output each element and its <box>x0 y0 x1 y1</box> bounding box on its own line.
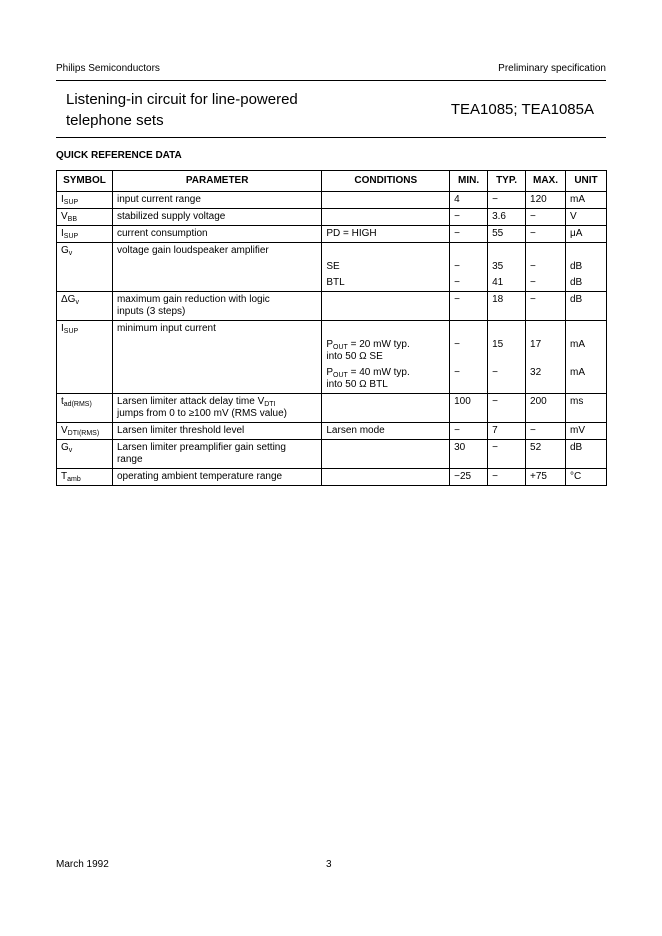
cell-typ: − <box>488 469 526 486</box>
cell-min: −25 <box>450 469 488 486</box>
cell-max: 17 32 <box>526 321 566 394</box>
cell-unit: V <box>565 209 606 226</box>
header-company: Philips Semiconductors <box>56 63 160 74</box>
cell-symbol: $G_v$ <box>57 440 113 469</box>
cell-min: − − <box>450 321 488 394</box>
cell-min: − <box>450 292 488 321</box>
col-header-conditions: CONDITIONS <box>322 171 450 192</box>
document-title <box>66 89 298 131</box>
cell-max: 200 <box>526 394 566 423</box>
col-header-parameter: PARAMETER <box>112 171 321 192</box>
cell-typ: 7 <box>488 423 526 440</box>
quick-reference-table <box>56 170 607 486</box>
table-header-row <box>57 171 607 192</box>
cell-typ: − <box>488 394 526 423</box>
cell-max: − <box>526 423 566 440</box>
cell-unit: mA mA <box>565 321 606 394</box>
cell-unit: ms <box>565 394 606 423</box>
table-row <box>57 469 607 486</box>
title-line-1: Listening-in circuit for line-powered <box>66 91 298 108</box>
cell-symbol: $G_v$ <box>57 243 113 292</box>
cell-conditions: PD = HIGH <box>322 226 450 243</box>
cell-unit: dB dB <box>565 243 606 292</box>
cell-parameter: operating ambient temperature range <box>112 469 321 486</box>
cell-symbol: $V_{DTI(RMS)}$ <box>57 423 113 440</box>
table-row <box>57 321 607 394</box>
table-row <box>57 440 607 469</box>
cell-parameter: Larsen limiter preamplifier gain setting range <box>112 440 321 469</box>
part-number: TEA1085; TEA1085A <box>450 101 594 118</box>
table-row <box>57 423 607 440</box>
col-header-unit: UNIT <box>565 171 606 192</box>
cell-unit: μA <box>565 226 606 243</box>
cell-parameter: current consumption <box>112 226 321 243</box>
cell-unit: dB <box>565 440 606 469</box>
cell-typ: − <box>488 192 526 209</box>
header-rule <box>56 80 606 81</box>
cell-conditions: $P_{OUT} = 20$ mW typ. into 50 Ω SE $P_{OUT} = 40$ mW typ. into 50 Ω BTL <box>322 321 450 394</box>
title-rule <box>56 137 606 138</box>
cell-unit: °C <box>565 469 606 486</box>
cell-symbol: $I_{SUP}$ <box>57 226 113 243</box>
cell-max: − <box>526 226 566 243</box>
cell-conditions: Larsen mode <box>322 423 450 440</box>
cell-typ: 35 41 <box>488 243 526 292</box>
cell-symbol: $T_{amb}$ <box>57 469 113 486</box>
cell-unit: dB <box>565 292 606 321</box>
cell-unit: mV <box>565 423 606 440</box>
cell-max: − <box>526 292 566 321</box>
cell-conditions <box>322 292 450 321</box>
cell-max: 52 <box>526 440 566 469</box>
cell-typ: 55 <box>488 226 526 243</box>
table-row <box>57 226 607 243</box>
section-title: QUICK REFERENCE DATA <box>56 150 182 161</box>
col-header-max: MAX. <box>526 171 566 192</box>
cell-symbol: $I_{SUP}$ <box>57 192 113 209</box>
cell-typ: 18 <box>488 292 526 321</box>
cell-parameter: Larsen limiter threshold level <box>112 423 321 440</box>
cell-typ: 15 − <box>488 321 526 394</box>
cell-min: 4 <box>450 192 488 209</box>
col-header-min: MIN. <box>450 171 488 192</box>
table-row <box>57 243 607 292</box>
cell-conditions <box>322 469 450 486</box>
cell-min: − <box>450 423 488 440</box>
cell-min: 30 <box>450 440 488 469</box>
table-row <box>57 394 607 423</box>
cell-parameter: maximum gain reduction with logic inputs (3 steps) <box>112 292 321 321</box>
cell-symbol: $I_{SUP}$ <box>57 321 113 394</box>
cell-parameter: Larsen limiter attack delay time $V_{DTI}$ jumps from 0 to ≥100 mV (RMS value) <box>112 394 321 423</box>
table-row <box>57 209 607 226</box>
cell-conditions <box>322 209 450 226</box>
cell-symbol: $\Delta G_v$ <box>57 292 113 321</box>
cell-conditions: SE BTL <box>322 243 450 292</box>
cell-min: − − <box>450 243 488 292</box>
cell-symbol: $V_{BB}$ <box>57 209 113 226</box>
col-header-typ: TYP. <box>488 171 526 192</box>
cell-parameter: minimum input current <box>112 321 321 394</box>
cell-typ: 3.6 <box>488 209 526 226</box>
cell-conditions <box>322 440 450 469</box>
cell-min: − <box>450 226 488 243</box>
cell-max: +75 <box>526 469 566 486</box>
cell-min: 100 <box>450 394 488 423</box>
header-doc-type: Preliminary specification <box>498 63 606 74</box>
cell-typ: − <box>488 440 526 469</box>
cell-min: − <box>450 209 488 226</box>
cell-conditions <box>322 394 450 423</box>
col-header-symbol: SYMBOL <box>57 171 113 192</box>
cell-conditions <box>322 192 450 209</box>
cell-max: − <box>526 209 566 226</box>
footer-date: March 1992 <box>56 859 109 870</box>
cell-max: 120 <box>526 192 566 209</box>
cell-parameter: input current range <box>112 192 321 209</box>
cell-symbol: $t_{ad(RMS)}$ <box>57 394 113 423</box>
cell-parameter: stabilized supply voltage <box>112 209 321 226</box>
title-line-2: telephone sets <box>66 112 164 129</box>
footer-page-number: 3 <box>326 859 332 870</box>
cell-unit: mA <box>565 192 606 209</box>
table-row <box>57 292 607 321</box>
cell-max: − − <box>526 243 566 292</box>
table-row <box>57 192 607 209</box>
cell-parameter: voltage gain loudspeaker amplifier <box>112 243 321 292</box>
